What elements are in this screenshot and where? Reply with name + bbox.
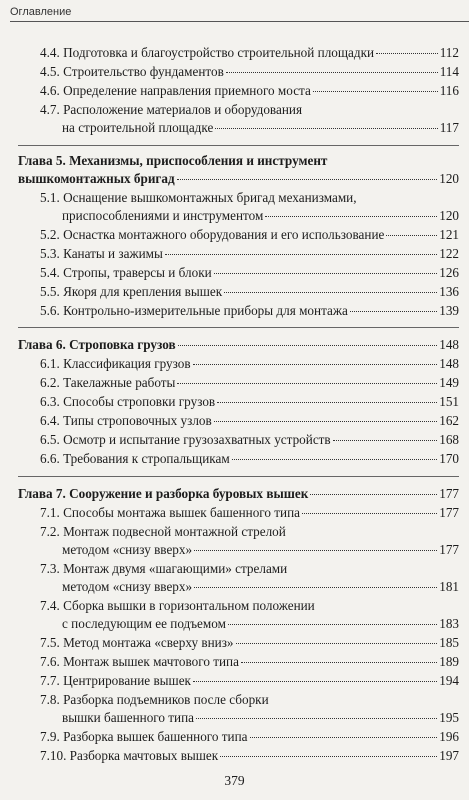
toc-title: вышки башенного типа [62,710,194,725]
toc-num: 7.3. [40,561,60,576]
toc-num: 4.5. [40,64,60,79]
toc-page: 148 [439,356,459,371]
toc-page: 170 [439,451,459,466]
leader-dots [196,718,437,719]
toc-page: 136 [439,284,459,299]
toc-title: методом «снизу вверх» [62,542,193,557]
leader-dots [226,72,438,73]
toc-title: Монтаж вышек мачтового типа [63,654,239,669]
leader-dots [302,513,437,514]
toc-num: 7.4. [40,598,60,613]
running-header [10,6,469,22]
toc-entry-4-5[interactable] [40,63,459,80]
toc-page: 139 [439,303,459,318]
toc-title: Сборка вышки в горизонтальном положении [63,598,315,613]
leader-dots [177,179,438,180]
toc-title: Способы строповки грузов [63,394,216,409]
leader-dots [228,624,437,625]
toc-num: 6.2. [40,375,60,390]
leader-dots [165,254,437,255]
toc-entry-7-8-line1[interactable] [40,691,269,708]
toc-page: 168 [439,432,459,447]
toc-title: Монтаж двумя «шагающими» стрелами [63,561,288,576]
toc-entry-4-7-line1[interactable] [40,101,302,118]
toc-entry-5-5[interactable] [40,283,459,300]
toc-entry-5-2[interactable] [40,226,459,243]
toc-entry-4-6[interactable] [40,82,459,99]
toc-entry-7-3-line2[interactable] [62,578,459,595]
toc-title: Строительство фундаментов [63,64,224,79]
leader-dots [310,494,437,495]
leader-dots [220,756,437,757]
toc-title: Определение направления приемного моста [63,83,311,98]
leader-dots [250,737,438,738]
leader-dots [215,128,437,129]
toc-title: Контрольно-измерительные приборы для монтажа [63,303,348,318]
section-divider [18,327,459,328]
leader-dots [214,421,437,422]
toc-title: Разборка подъемников после сборки [63,692,269,707]
toc-num: 7.2. [40,524,60,539]
toc-num: 6.6. [40,451,60,466]
toc-page: 114 [439,64,459,79]
toc-title: Оснащение вышкомонтажных бригад механизмами, [63,190,357,205]
leader-dots [265,216,437,217]
toc-num: 4.6. [40,83,60,98]
toc-page: 117 [439,120,459,135]
toc-title: Подготовка и благоустройство строительной площадки [63,45,375,60]
toc-entry-7-2-line2[interactable] [62,541,459,558]
toc-page: 121 [439,227,459,242]
toc-page: 183 [439,616,459,631]
toc-entry-7-4-line1[interactable] [40,597,315,614]
chapter-5-entry[interactable] [18,170,459,187]
toc-entry-6-3[interactable] [40,393,459,410]
toc-num: 5.6. [40,303,60,318]
toc-title: Типы строповочных узлов [63,413,212,428]
leader-dots [194,587,437,588]
toc-num: 7.5. [40,635,60,650]
toc-page: 197 [439,748,459,763]
toc-title: Разборка вышек башенного типа [63,729,248,744]
toc-page: 195 [439,710,459,725]
leader-dots [236,643,438,644]
leader-dots [194,550,437,551]
toc-num: 5.3. [40,246,60,261]
toc-page: 122 [439,246,459,261]
toc-page: 116 [439,83,459,98]
toc-entry-5-1-line1[interactable] [40,189,357,206]
leader-dots [313,91,438,92]
toc-entry-4-7-line2[interactable] [62,119,459,136]
toc-title: Монтаж подвесной монтажной стрелой [63,524,286,539]
toc-num: 7.1. [40,505,60,520]
toc-title: методом «снизу вверх» [62,579,193,594]
leader-dots [376,53,438,54]
toc-page: 177 [439,542,459,557]
toc-entry-6-2[interactable] [40,374,459,391]
toc-entry-4-4[interactable] [40,44,459,61]
toc-entry-7-8-line2[interactable] [62,709,459,726]
toc-title: Метод монтажа «сверху вниз» [63,635,234,650]
chapter-title: Глава 7. Сооружение и разборка буровых вышек [18,486,309,501]
toc-num: 4.7. [40,102,60,117]
leader-dots [386,235,437,236]
leader-dots [177,383,437,384]
running-header-title: Оглавление [10,6,72,18]
toc-num: 6.5. [40,432,60,447]
leader-dots [232,459,438,460]
toc-title: Канаты и зажимы [63,246,163,261]
toc-entry-6-1[interactable] [40,355,459,372]
toc-title: Стропы, траверсы и блоки [63,265,212,280]
toc-entry-6-4[interactable] [40,412,459,429]
toc-num: 7.10. [40,748,67,763]
toc-num: 7.7. [40,673,60,688]
toc-page: 126 [439,265,459,280]
chapter-6-entry[interactable] [18,336,459,353]
toc-title: приспособлениями и инструментом [62,208,264,223]
toc-entry-7-9[interactable] [40,728,459,745]
toc-page: 196 [439,729,459,744]
toc-title: Центрирование вышек [63,673,191,688]
leader-dots [214,273,438,274]
toc-page: 185 [439,635,459,650]
toc-entry-7-3-line1[interactable] [40,560,287,577]
toc-num: 5.4. [40,265,60,280]
toc-title: Расположение материалов и оборудования [63,102,303,117]
toc-entry-6-6[interactable] [40,450,459,467]
leader-dots [178,345,438,346]
leader-dots [193,364,438,365]
toc-page: 162 [439,413,459,428]
toc-title: Способы монтажа вышек башенного типа [63,505,300,520]
toc-entry-7-7[interactable] [40,672,459,689]
toc-title: с последующим ее подъемом [62,616,226,631]
section-divider [18,476,459,477]
toc-title: на строительной площадке [62,120,214,135]
toc-page: 177 [439,505,459,520]
toc-num: 5.1. [40,190,60,205]
toc-title: Осмотр и испытание грузозахватных устройств [63,432,331,447]
chapter-5-title-line1[interactable]: Глава 5. Механизмы, приспособления и инструмент [18,153,328,168]
toc-entry-7-4-line2[interactable] [62,615,459,632]
toc-title: Такелажные работы [63,375,176,390]
toc-num: 6.4. [40,413,60,428]
toc-page: 181 [439,579,459,594]
toc-entry-7-10[interactable] [40,747,459,764]
chapter-7-entry[interactable] [18,485,459,502]
toc-entry-5-6[interactable] [40,302,459,319]
toc-num: 6.1. [40,356,60,371]
toc-entry-5-1-line2[interactable] [62,207,459,224]
toc-num: 5.2. [40,227,60,242]
toc-entry-7-5[interactable] [40,634,459,651]
toc-entry-6-5[interactable] [40,431,459,448]
toc-num: 7.9. [40,729,60,744]
chapter-title: вышкомонтажных бригад [18,171,175,186]
chapter-title: Глава 6. Строповка грузов [18,337,176,352]
leader-dots [217,402,437,403]
toc-entry-7-1[interactable] [40,504,459,521]
leader-dots [333,440,438,441]
leader-dots [350,311,437,312]
toc-title: Требования к стропальщикам [63,451,230,466]
section-divider [18,145,459,146]
leader-dots [193,681,437,682]
toc-page: 120 [439,171,459,186]
page-number: 379 [224,773,245,788]
toc-title: Оснастка монтажного оборудования и его использование [63,227,385,242]
toc-entry-7-2-line1[interactable] [40,523,286,540]
toc-title: Разборка мачтовых вышек [69,748,219,763]
toc-num: 4.4. [40,45,60,60]
toc-page: 177 [439,486,459,501]
toc-entry-5-4[interactable] [40,264,459,281]
toc-entry-5-3[interactable] [40,245,459,262]
toc-page: 149 [439,375,459,390]
leader-dots [224,292,437,293]
toc-page: 194 [439,673,459,688]
toc-num: 7.6. [40,654,60,669]
toc-page: 112 [439,45,459,60]
toc-entry-7-6[interactable] [40,653,459,670]
toc-num: 7.8. [40,692,60,707]
toc-num: 5.5. [40,284,60,299]
toc-page: 148 [439,337,459,352]
toc-title: Якоря для крепления вышек [63,284,223,299]
toc-num: 6.3. [40,394,60,409]
toc-page: 189 [439,654,459,669]
leader-dots [241,662,437,663]
toc-page: 151 [439,394,459,409]
toc-title: Классификация грузов [63,356,191,371]
toc-page: 120 [439,208,459,223]
